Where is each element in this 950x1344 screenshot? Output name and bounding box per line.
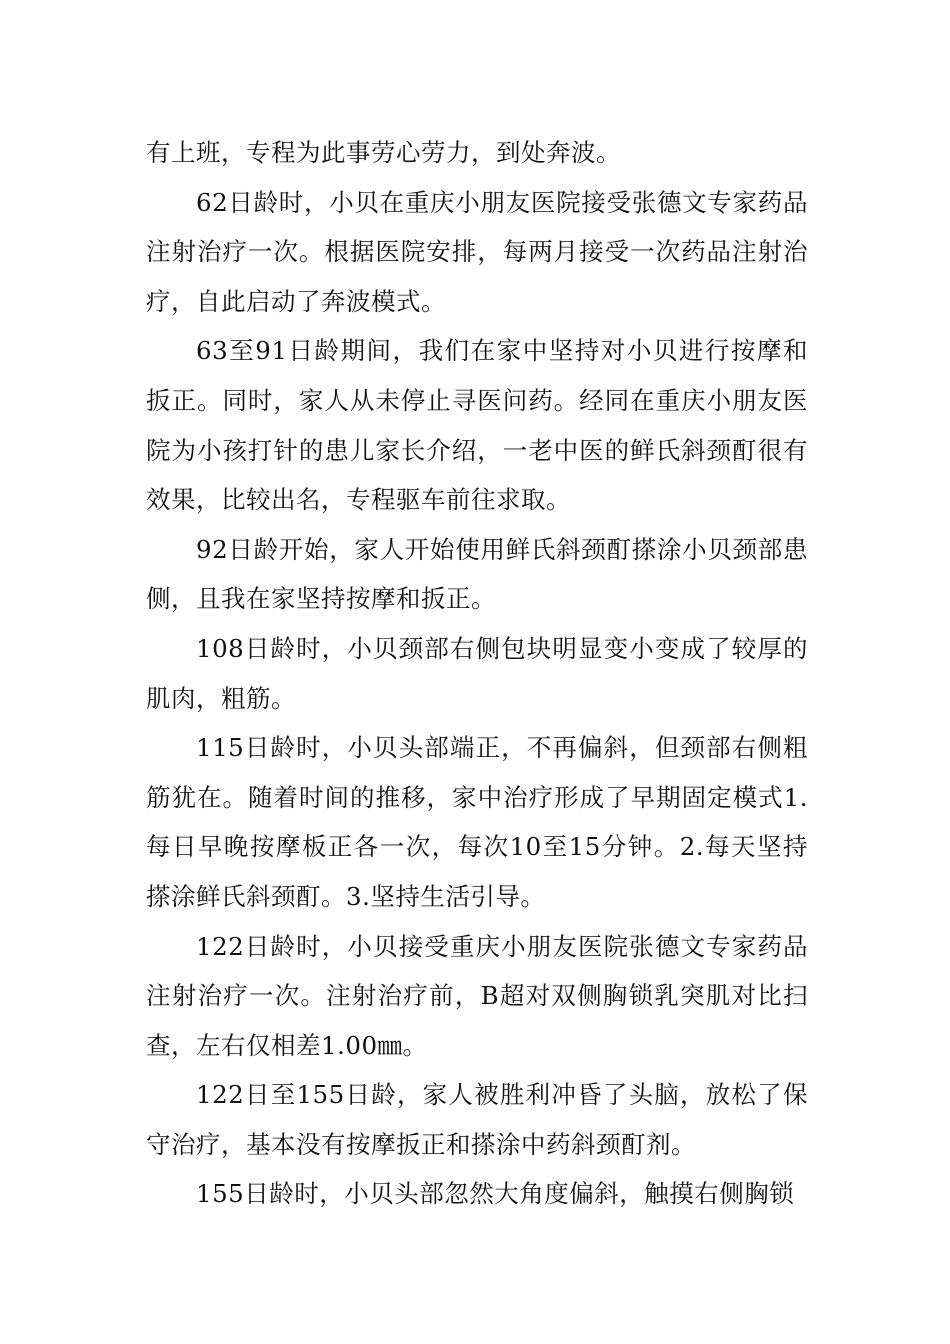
document-page — [146, 128, 808, 1219]
paragraph-1: 有上班，专程为此事劳心劳力，到处奔波。 — [146, 138, 621, 167]
paragraph-3: 63至91日龄期间，我们在家中坚持对小贝进行按摩和扳正。同时，家人从未停止寻医问药。经同在重庆小朋友医院为小孩打针的患儿家长介绍，一老中医的鲜氏斜颈酊很有效果，比较出名，专程驱车前往求取。 — [146, 336, 808, 515]
paragraph-2: 62日龄时，小贝在重庆小朋友医院接受张德文专家药品注射治疗一次。根据医院安排，每两月接受一次药品注射治疗，自此启动了奔波模式。 — [146, 187, 808, 316]
paragraph-6: 115日龄时，小贝头部端正，不再偏斜，但颈部右侧粗筋犹在。随着时间的推移，家中治疗形成了早期固定模式1.每日早晚按摩板正各一次，每次10至15分钟。2.每天坚持搽涂鲜氏斜颈酊。3.坚持生活引导。 — [146, 733, 808, 911]
paragraph-8: 122日至155日龄，家人被胜利冲昏了头脑，放松了保守治疗，基本没有按摩扳正和搽涂中药斜颈酊剂。 — [146, 1080, 808, 1159]
paragraph-7: 122日龄时，小贝接受重庆小朋友医院张德文专家药品注射治疗一次。注射治疗前，B超对双侧胸锁乳突肌对比扫查，左右仅相差1.00㎜。 — [146, 931, 808, 1060]
paragraph-5: 108日龄时，小贝颈部右侧包块明显变小变成了较厚的肌肉，粗筋。 — [146, 633, 808, 713]
paragraph-4: 92日龄开始，家人开始使用鲜氏斜颈酊搽涂小贝颈部患侧，且我在家坚持按摩和扳正。 — [146, 534, 808, 614]
paragraph-9: 155日龄时，小贝头部忽然大角度偏斜，触摸右侧胸锁 — [196, 1179, 795, 1209]
